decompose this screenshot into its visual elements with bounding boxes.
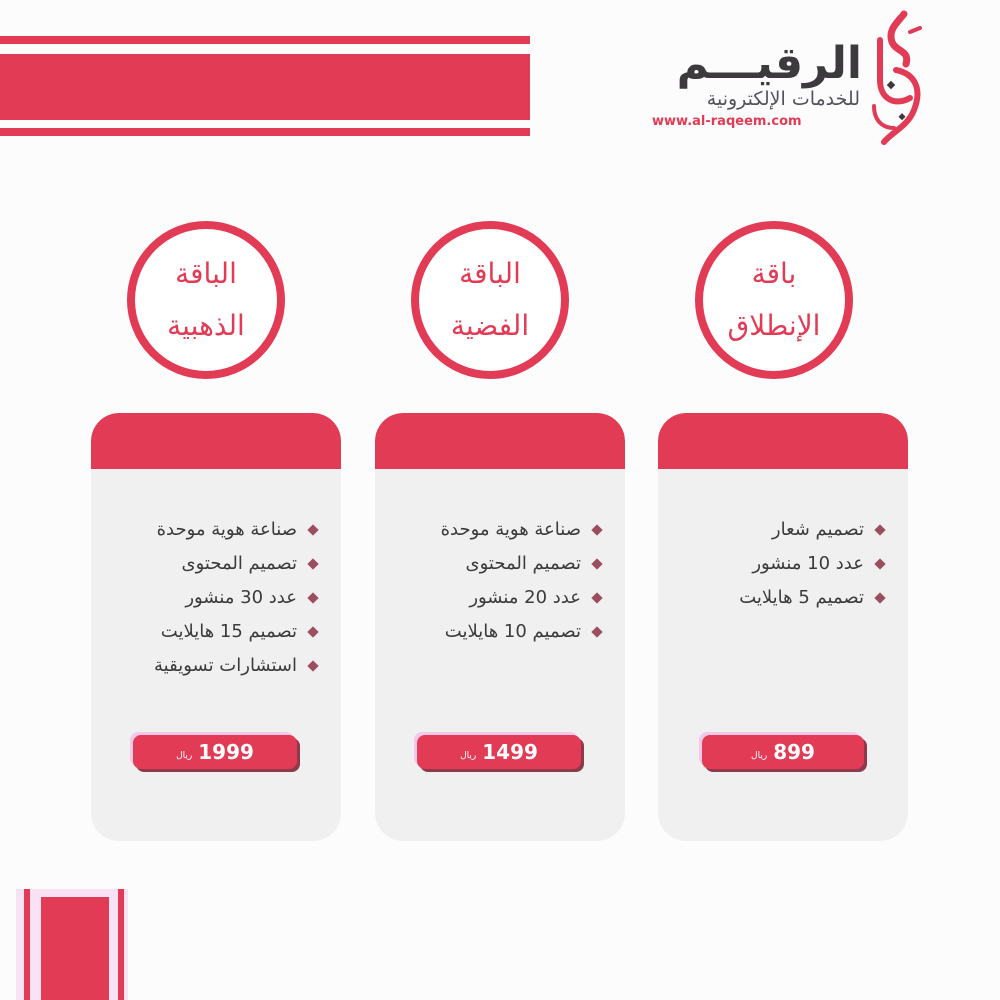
package-silver-features <box>441 513 601 649</box>
diamond-bullet-icon <box>591 524 602 535</box>
list-item: تصميم المحتوى <box>154 547 317 581</box>
diamond-bullet-icon <box>307 558 318 569</box>
currency-label: ريال <box>460 751 477 761</box>
package-starter-card <box>658 413 908 841</box>
diamond-bullet-icon <box>874 558 885 569</box>
package-silver-title-line2: الفضية <box>450 309 530 342</box>
package-gold-card <box>91 413 341 841</box>
top-banner-line-lower <box>0 128 530 136</box>
corner-decoration-line <box>118 889 124 1000</box>
list-item: تصميم المحتوى <box>441 547 601 581</box>
package-silver-card <box>375 413 625 841</box>
package-silver-price-button[interactable] <box>417 735 581 769</box>
price-value: 1999 <box>198 740 254 764</box>
package-starter-title-line1: باقة <box>751 257 797 290</box>
package-gold-price-button[interactable] <box>133 735 297 769</box>
package-starter-price-button[interactable] <box>702 735 864 769</box>
package-gold-features <box>154 513 317 683</box>
list-item: عدد 30 منشور <box>154 581 317 615</box>
list-item: عدد 10 منشور <box>739 547 884 581</box>
corner-decoration-line <box>24 889 30 1000</box>
card-header <box>375 413 625 469</box>
list-item: تصميم شعار <box>739 513 884 547</box>
package-starter-badge <box>695 221 853 379</box>
diamond-bullet-icon <box>591 558 602 569</box>
package-gold-badge <box>127 221 285 379</box>
brand-name: الرقيـــم <box>676 38 862 89</box>
diamond-bullet-icon <box>307 524 318 535</box>
currency-label: ريال <box>751 751 768 761</box>
diamond-bullet-icon <box>874 524 885 535</box>
package-silver-title-line1: الباقة <box>459 257 521 290</box>
price-value: 899 <box>773 740 815 764</box>
diamond-bullet-icon <box>307 660 318 671</box>
currency-label: ريال <box>176 751 193 761</box>
brand-url[interactable]: www.al-raqeem.com <box>652 114 802 129</box>
calligraphy-logo-icon <box>866 10 930 154</box>
corner-decoration-block <box>41 897 109 1000</box>
list-item: صناعة هوية موحدة <box>154 513 317 547</box>
diamond-bullet-icon <box>307 592 318 603</box>
top-banner <box>0 54 530 120</box>
diamond-bullet-icon <box>874 592 885 603</box>
package-starter-title-line2: الإنطلاق <box>727 309 821 342</box>
card-header <box>658 413 908 469</box>
diamond-bullet-icon <box>307 626 318 637</box>
list-item: عدد 20 منشور <box>441 581 601 615</box>
diamond-bullet-icon <box>591 592 602 603</box>
list-item: تصميم 5 هايلايت <box>739 581 884 615</box>
list-item: تصميم 15 هايلايت <box>154 615 317 649</box>
card-header <box>91 413 341 469</box>
package-gold-title-line2: الذهبية <box>167 309 245 342</box>
list-item: استشارات تسويقية <box>154 649 317 683</box>
diamond-bullet-icon <box>591 626 602 637</box>
package-gold-title-line1: الباقة <box>175 257 237 290</box>
package-silver-badge <box>411 221 569 379</box>
package-starter-features <box>739 513 884 615</box>
top-banner-line-upper <box>0 36 530 44</box>
brand-subtitle: للخدمات الإلكترونية <box>706 88 860 110</box>
list-item: تصميم 10 هايلايت <box>441 615 601 649</box>
list-item: صناعة هوية موحدة <box>441 513 601 547</box>
price-value: 1499 <box>482 740 538 764</box>
